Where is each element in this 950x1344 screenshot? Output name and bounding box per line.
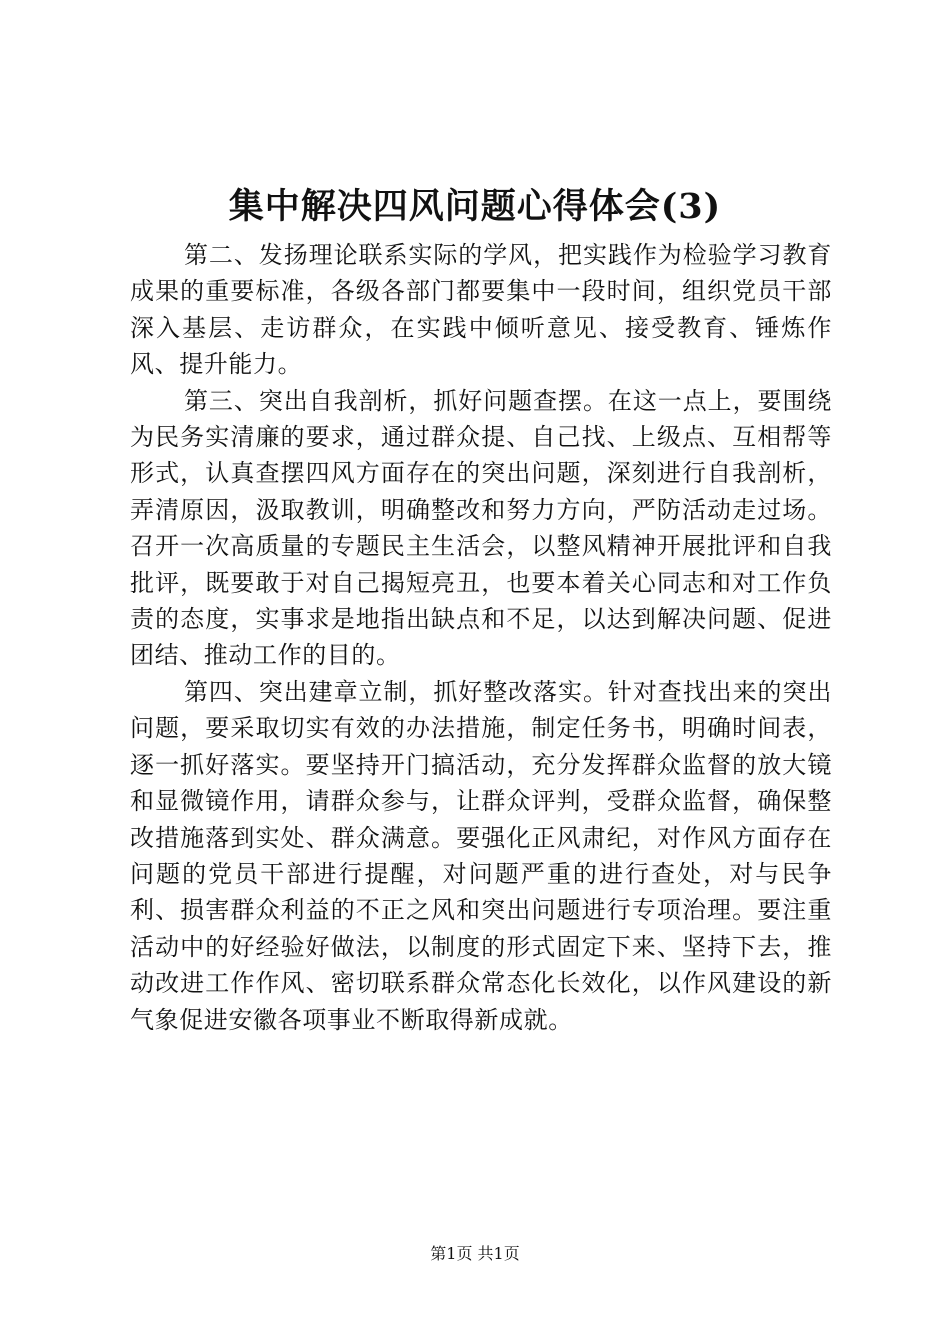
document-body: [130, 237, 832, 1038]
paragraph-3: 第三、突出自我剖析，抓好问题查摆。在这一点上，要围绕为民务实清廉的要求，通过群众提、自己找、上级点、互相帮等形式，认真查摆四风方面存在的突出问题，深刻进行自我剖析，弄清原因，汲取教训，明确整改和努力方向，严防活动走过场。召开一次高质量的专题民主生活会，以整风精神开展批评和自我批评，既要敢于对自己揭短亮丑，也要本着关心同志和对工作负责的态度，实事求是地指出缺点和不足，以达到解决问题、促进团结、推动工作的目的。: [130, 386, 832, 670]
paragraph-2: 第二、发扬理论联系实际的学风，把实践作为检验学习教育成果的重要标准，各级各部门都要集中一段时间，组织党员干部深入基层、走访群众，在实践中倾听意见、接受教育、锤炼作风、提升能力。: [130, 241, 832, 379]
document-title: 集中解决四风问题心得体会(3): [228, 186, 722, 227]
paragraph-4: 第四、突出建章立制，抓好整改落实。针对查找出来的突出问题，要采取切实有效的办法措施，制定任务书，明确时间表，逐一抓好落实。要坚持开门搞活动，充分发挥群众监督的放大镜和显微镜作用，请群众参与，让群众评判，受群众监督，确保整改措施落到实处、群众满意。要强化正风肃纪，对作风方面存在问题的党员干部进行提醒，对问题严重的进行查处，对与民争利、损害群众利益的不正之风和突出问题进行专项治理。要注重活动中的好经验好做法，以制度的形式固定下来、坚持下去，推动改进工作作风、密切联系群众常态化长效化，以作风建设的新气象促进安徽各项事业不断取得新成就。: [130, 677, 832, 1034]
page-footer: 第1页 共1页: [430, 1244, 520, 1263]
